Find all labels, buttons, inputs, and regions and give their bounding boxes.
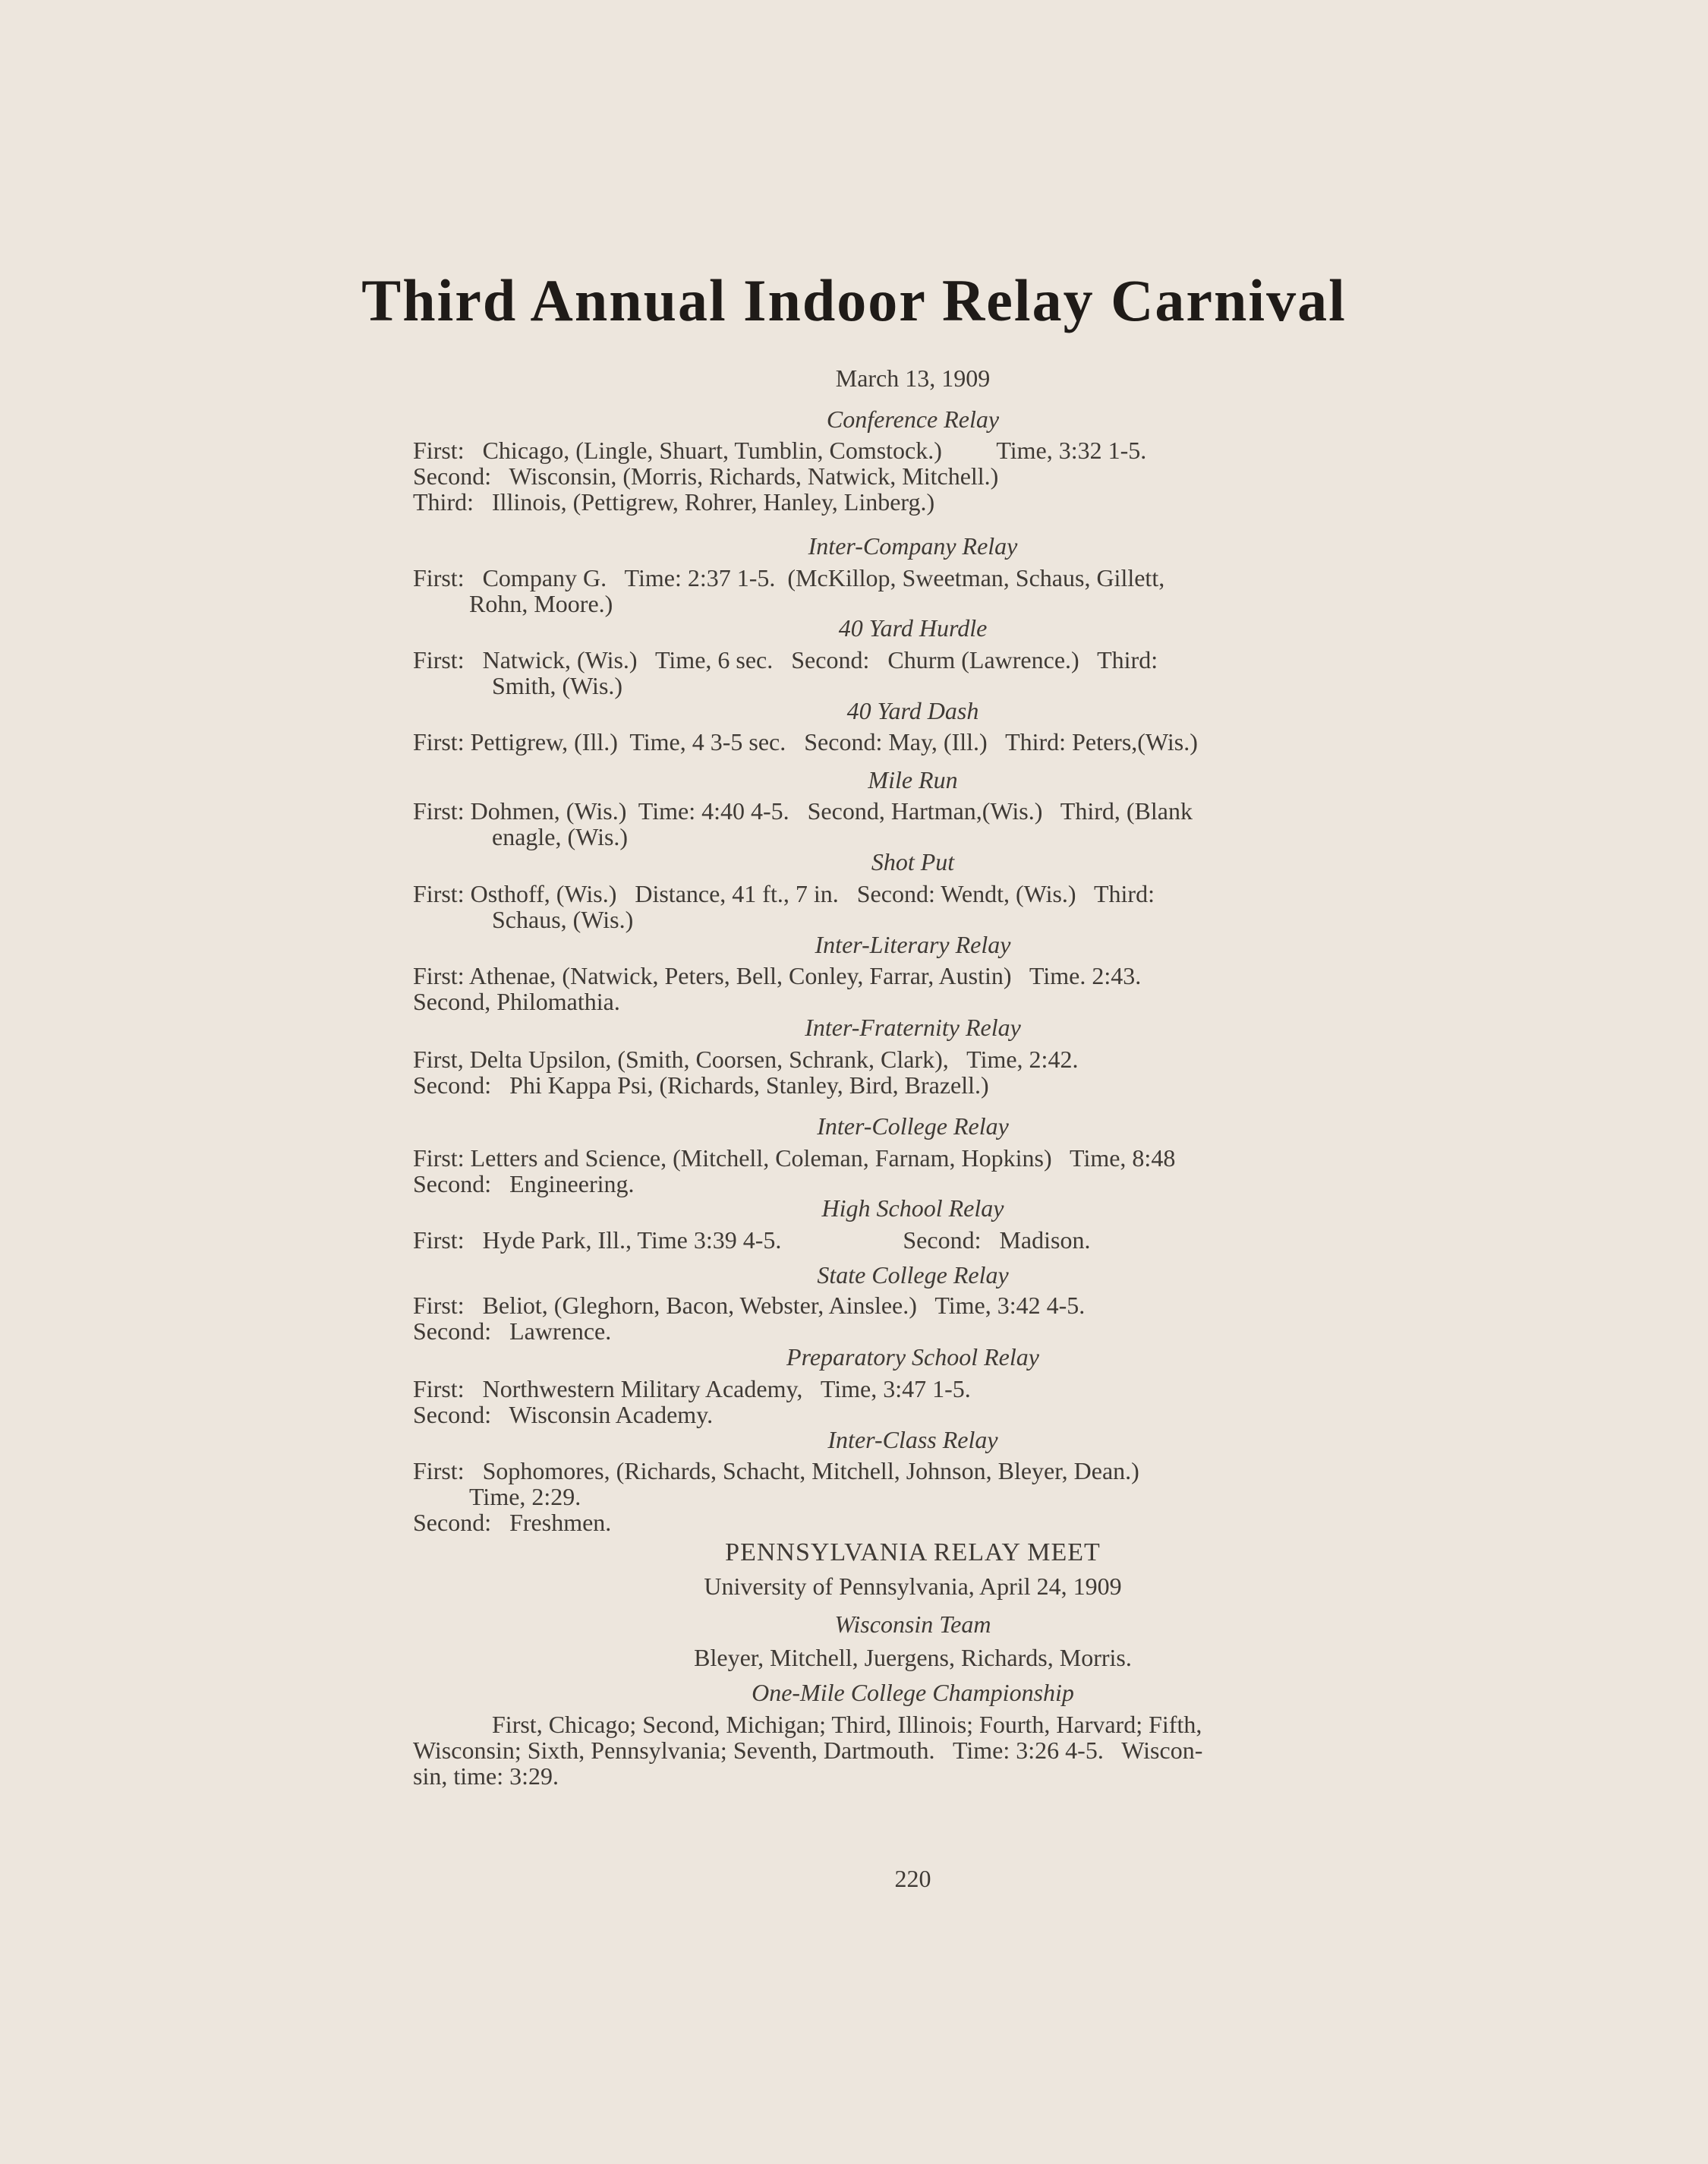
section-heading: Inter-College Relay — [817, 1112, 1009, 1140]
result-line: Second: Wisconsin Academy. — [413, 1401, 714, 1428]
result-line: Second: Freshmen. — [413, 1509, 612, 1536]
section-heading: Inter-Fraternity Relay — [805, 1014, 1021, 1041]
section-heading: State College Relay — [817, 1261, 1009, 1289]
result-line: Third: Illinois, (Pettigrew, Rohrer, Hanley, Linberg.) — [413, 488, 935, 516]
result-line: First, Delta Upsilon, (Smith, Coorsen, Schrank, Clark), Time, 2:42. — [413, 1046, 1079, 1073]
penn-heading: PENNSYLVANIA RELAY MEET — [725, 1538, 1101, 1566]
section-heading: One-Mile College Championship — [752, 1679, 1074, 1706]
result-line: First: Natwick, (Wis.) Time, 6 sec. Second: Churm (Lawrence.) Third: — [413, 646, 1158, 673]
result-line: First: Dohmen, (Wis.) Time: 4:40 4-5. Second, Hartman,(Wis.) Third, (Blank — [413, 797, 1193, 825]
section-heading: Conference Relay — [826, 405, 1000, 433]
result-line: Wisconsin; Sixth, Pennsylvania; Seventh, Dartmouth. Time: 3:26 4-5. Wiscon- — [413, 1737, 1203, 1764]
result-line: Second: Engineering. — [413, 1170, 635, 1197]
result-line: First: Athenae, (Natwick, Peters, Bell, Conley, Farrar, Austin) Time. 2:43. — [413, 962, 1142, 989]
result-line: Second: Wisconsin, (Morris, Richards, Natwick, Mitchell.) — [413, 462, 999, 490]
section-heading: Wisconsin Team — [834, 1610, 991, 1638]
result-line: sin, time: 3:29. — [413, 1762, 559, 1790]
result-line: First: Pettigrew, (Ill.) Time, 4 3-5 sec. Second: May, (Ill.) Third: Peters,(Wis.) — [413, 728, 1198, 756]
result-line: First, Chicago; Second, Michigan; Third, Illinois; Fourth, Harvard; Fifth, — [492, 1711, 1202, 1738]
section-heading: Inter-Class Relay — [827, 1426, 998, 1453]
result-line: Second: Lawrence. — [413, 1317, 612, 1345]
section-heading: Inter-Literary Relay — [815, 931, 1011, 958]
section-heading: 40 Yard Dash — [846, 697, 979, 724]
result-line: First: Osthoff, (Wis.) Distance, 41 ft., 7 in. Second: Wendt, (Wis.) Third: — [413, 880, 1155, 907]
result-line: First: Beliot, (Gleghorn, Bacon, Webster, Ainslee.) Time, 3:42 4-5. — [413, 1292, 1086, 1319]
result-line: Second, Philomathia. — [413, 988, 620, 1015]
result-line: Time, 2:29. — [469, 1483, 581, 1510]
result-line: First: Sophomores, (Richards, Schacht, Mitchell, Johnson, Bleyer, Dean.) — [413, 1457, 1139, 1484]
result-line: First: Northwestern Military Academy, Time, 3:47 1-5. — [413, 1375, 971, 1402]
section-heading: Mile Run — [868, 766, 958, 793]
result-line: Smith, (Wis.) — [492, 672, 623, 699]
section-heading: Inter-Company Relay — [808, 532, 1018, 560]
team-members: Bleyer, Mitchell, Juergens, Richards, Morris. — [694, 1644, 1132, 1671]
event-date: March 13, 1909 — [835, 364, 991, 392]
result-line: First: Chicago, (Lingle, Shuart, Tumblin, Comstock.) Time, 3:32 1-5. — [413, 437, 1147, 464]
result-line: First: Hyde Park, Ill., Time 3:39 4-5. Second: Madison. — [413, 1226, 1091, 1254]
result-line: Rohn, Moore.) — [469, 590, 613, 617]
section-heading: Shot Put — [871, 848, 955, 875]
section-heading: High School Relay — [821, 1194, 1004, 1222]
result-line: First: Company G. Time: 2:37 1-5. (McKillop, Sweetman, Schaus, Gillett, — [413, 564, 1165, 591]
penn-subheading: University of Pennsylvania, April 24, 1909 — [704, 1573, 1122, 1600]
page-number: 220 — [894, 1865, 931, 1892]
page-title: Third Annual Indoor Relay Carnival — [361, 267, 1347, 333]
result-line: Schaus, (Wis.) — [492, 906, 634, 933]
result-line: First: Letters and Science, (Mitchell, Coleman, Farnam, Hopkins) Time, 8:48 — [413, 1144, 1176, 1172]
result-line: Second: Phi Kappa Psi, (Richards, Stanley, Bird, Brazell.) — [413, 1071, 989, 1099]
result-line: enagle, (Wis.) — [492, 823, 629, 850]
section-heading: Preparatory School Relay — [786, 1343, 1039, 1371]
section-heading: 40 Yard Hurdle — [838, 614, 988, 642]
